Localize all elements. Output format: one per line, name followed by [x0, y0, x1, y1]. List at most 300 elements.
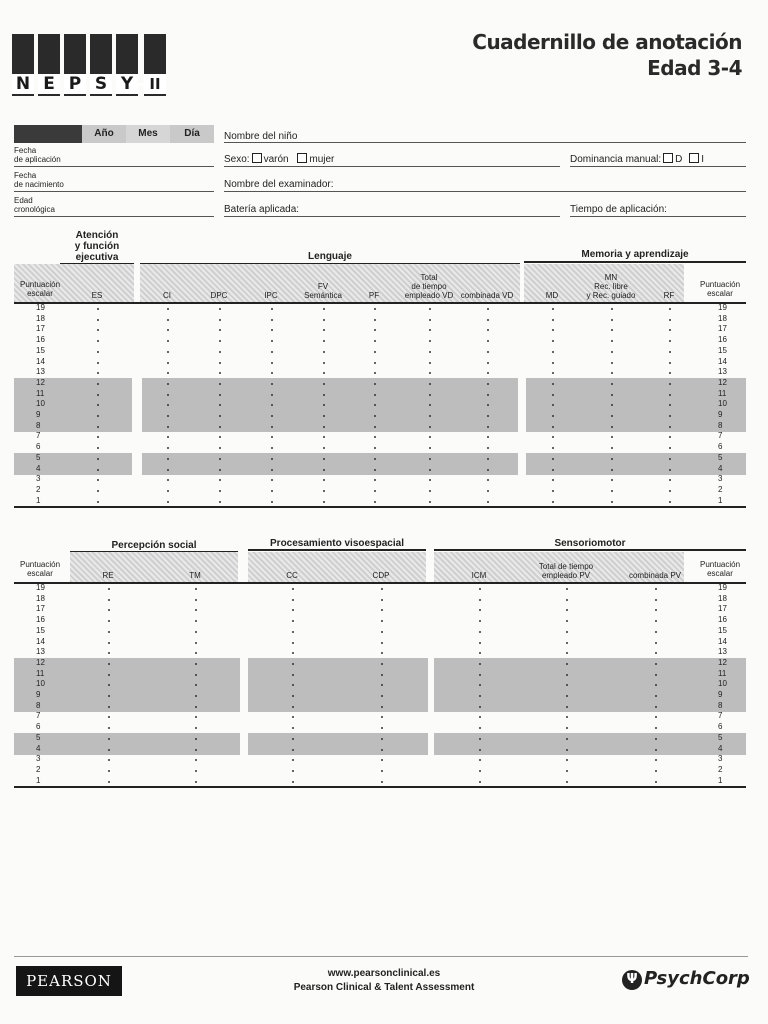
score-dot[interactable]: [195, 727, 197, 729]
score-dot[interactable]: [374, 426, 376, 428]
score-dot[interactable]: [97, 351, 99, 353]
score-dot[interactable]: [669, 383, 671, 385]
score-dot[interactable]: [566, 620, 568, 622]
score-dot[interactable]: [195, 781, 197, 783]
score-dot[interactable]: [479, 759, 481, 761]
score-dot[interactable]: [611, 501, 613, 503]
score-dot[interactable]: [167, 490, 169, 492]
score-dot[interactable]: [195, 588, 197, 590]
score-dot[interactable]: [374, 501, 376, 503]
score-dot[interactable]: [381, 749, 383, 751]
score-dot[interactable]: [292, 663, 294, 665]
score-dot[interactable]: [271, 383, 273, 385]
score-dot[interactable]: [669, 469, 671, 471]
score-dot[interactable]: [611, 447, 613, 449]
score-dot[interactable]: [219, 394, 221, 396]
score-dot[interactable]: [611, 479, 613, 481]
score-dot[interactable]: [429, 362, 431, 364]
score-dot[interactable]: [669, 319, 671, 321]
score-dot[interactable]: [195, 738, 197, 740]
score-dot[interactable]: [271, 447, 273, 449]
score-dot[interactable]: [97, 490, 99, 492]
score-dot[interactable]: [219, 319, 221, 321]
score-dot[interactable]: [552, 319, 554, 321]
score-dot[interactable]: [374, 469, 376, 471]
score-dot[interactable]: [479, 609, 481, 611]
score-dot[interactable]: [374, 458, 376, 460]
score-dot[interactable]: [292, 727, 294, 729]
score-dot[interactable]: [611, 394, 613, 396]
score-dot[interactable]: [219, 372, 221, 374]
score-dot[interactable]: [97, 501, 99, 503]
score-dot[interactable]: [219, 415, 221, 417]
score-dot[interactable]: [167, 426, 169, 428]
score-dot[interactable]: [655, 652, 657, 654]
score-dot[interactable]: [566, 599, 568, 601]
score-dot[interactable]: [108, 749, 110, 751]
score-dot[interactable]: [655, 781, 657, 783]
score-dot[interactable]: [381, 609, 383, 611]
score-dot[interactable]: [669, 490, 671, 492]
score-dot[interactable]: [374, 372, 376, 374]
score-dot[interactable]: [323, 351, 325, 353]
score-dot[interactable]: [669, 372, 671, 374]
score-dot[interactable]: [292, 781, 294, 783]
score-dot[interactable]: [167, 351, 169, 353]
score-dot[interactable]: [271, 372, 273, 374]
score-dot[interactable]: [323, 394, 325, 396]
score-dot[interactable]: [374, 394, 376, 396]
score-dot[interactable]: [552, 362, 554, 364]
score-dot[interactable]: [487, 340, 489, 342]
score-dot[interactable]: [487, 394, 489, 396]
score-dot[interactable]: [487, 319, 489, 321]
score-dot[interactable]: [323, 340, 325, 342]
score-dot[interactable]: [195, 695, 197, 697]
score-dot[interactable]: [292, 631, 294, 633]
score-dot[interactable]: [381, 631, 383, 633]
score-dot[interactable]: [552, 458, 554, 460]
score-dot[interactable]: [167, 469, 169, 471]
score-dot[interactable]: [167, 479, 169, 481]
score-dot[interactable]: [487, 415, 489, 417]
score-dot[interactable]: [429, 372, 431, 374]
score-dot[interactable]: [167, 501, 169, 503]
score-dot[interactable]: [655, 706, 657, 708]
score-dot[interactable]: [97, 426, 99, 428]
score-dot[interactable]: [552, 479, 554, 481]
score-dot[interactable]: [108, 727, 110, 729]
score-dot[interactable]: [97, 372, 99, 374]
score-dot[interactable]: [669, 501, 671, 503]
score-dot[interactable]: [271, 319, 273, 321]
score-dot[interactable]: [374, 308, 376, 310]
score-dot[interactable]: [566, 663, 568, 665]
score-dot[interactable]: [611, 372, 613, 374]
score-dot[interactable]: [97, 319, 99, 321]
score-dot[interactable]: [167, 340, 169, 342]
score-dot[interactable]: [655, 674, 657, 676]
score-dot[interactable]: [108, 781, 110, 783]
score-dot[interactable]: [271, 394, 273, 396]
score-dot[interactable]: [108, 652, 110, 654]
score-dot[interactable]: [487, 426, 489, 428]
score-dot[interactable]: [566, 631, 568, 633]
score-dot[interactable]: [167, 372, 169, 374]
score-dot[interactable]: [323, 447, 325, 449]
score-dot[interactable]: [219, 490, 221, 492]
score-dot[interactable]: [669, 447, 671, 449]
score-dot[interactable]: [271, 426, 273, 428]
score-dot[interactable]: [552, 372, 554, 374]
score-dot[interactable]: [479, 588, 481, 590]
score-dot[interactable]: [108, 738, 110, 740]
score-dot[interactable]: [655, 588, 657, 590]
score-dot[interactable]: [271, 415, 273, 417]
score-dot[interactable]: [195, 706, 197, 708]
score-dot[interactable]: [219, 340, 221, 342]
score-dot[interactable]: [219, 479, 221, 481]
score-dot[interactable]: [167, 319, 169, 321]
score-dot[interactable]: [219, 469, 221, 471]
score-dot[interactable]: [271, 329, 273, 331]
score-dot[interactable]: [195, 749, 197, 751]
score-dot[interactable]: [323, 479, 325, 481]
score-dot[interactable]: [108, 759, 110, 761]
score-dot[interactable]: [292, 716, 294, 718]
male-checkbox[interactable]: [252, 153, 262, 163]
score-dot[interactable]: [167, 362, 169, 364]
score-dot[interactable]: [611, 329, 613, 331]
score-dot[interactable]: [271, 362, 273, 364]
score-dot[interactable]: [108, 599, 110, 601]
score-dot[interactable]: [271, 458, 273, 460]
score-dot[interactable]: [195, 599, 197, 601]
score-dot[interactable]: [292, 759, 294, 761]
score-dot[interactable]: [655, 599, 657, 601]
score-dot[interactable]: [552, 351, 554, 353]
score-dot[interactable]: [669, 329, 671, 331]
score-dot[interactable]: [479, 749, 481, 751]
score-dot[interactable]: [655, 759, 657, 761]
score-dot[interactable]: [566, 749, 568, 751]
score-dot[interactable]: [611, 426, 613, 428]
score-dot[interactable]: [97, 308, 99, 310]
score-dot[interactable]: [552, 436, 554, 438]
score-dot[interactable]: [323, 415, 325, 417]
score-dot[interactable]: [167, 415, 169, 417]
score-dot[interactable]: [429, 458, 431, 460]
score-dot[interactable]: [97, 329, 99, 331]
score-dot[interactable]: [374, 447, 376, 449]
score-dot[interactable]: [381, 599, 383, 601]
score-dot[interactable]: [479, 706, 481, 708]
score-dot[interactable]: [669, 436, 671, 438]
score-dot[interactable]: [429, 426, 431, 428]
score-dot[interactable]: [97, 383, 99, 385]
score-dot[interactable]: [108, 609, 110, 611]
score-dot[interactable]: [323, 501, 325, 503]
score-dot[interactable]: [655, 631, 657, 633]
score-dot[interactable]: [429, 351, 431, 353]
score-dot[interactable]: [487, 458, 489, 460]
score-dot[interactable]: [219, 426, 221, 428]
score-dot[interactable]: [97, 436, 99, 438]
battery-field[interactable]: Batería aplicada:: [224, 204, 300, 215]
score-dot[interactable]: [611, 415, 613, 417]
score-dot[interactable]: [292, 738, 294, 740]
score-dot[interactable]: [195, 620, 197, 622]
score-dot[interactable]: [655, 663, 657, 665]
score-dot[interactable]: [292, 609, 294, 611]
score-dot[interactable]: [479, 663, 481, 665]
score-dot[interactable]: [97, 447, 99, 449]
score-dot[interactable]: [381, 588, 383, 590]
score-dot[interactable]: [487, 383, 489, 385]
score-dot[interactable]: [669, 308, 671, 310]
score-dot[interactable]: [167, 329, 169, 331]
score-dot[interactable]: [429, 319, 431, 321]
score-dot[interactable]: [429, 329, 431, 331]
score-dot[interactable]: [381, 695, 383, 697]
score-dot[interactable]: [487, 362, 489, 364]
score-dot[interactable]: [271, 479, 273, 481]
score-dot[interactable]: [374, 340, 376, 342]
score-dot[interactable]: [429, 383, 431, 385]
score-dot[interactable]: [323, 329, 325, 331]
score-dot[interactable]: [374, 479, 376, 481]
score-dot[interactable]: [195, 642, 197, 644]
score-dot[interactable]: [655, 716, 657, 718]
score-dot[interactable]: [195, 652, 197, 654]
score-dot[interactable]: [97, 469, 99, 471]
score-dot[interactable]: [97, 479, 99, 481]
score-dot[interactable]: [167, 436, 169, 438]
score-dot[interactable]: [566, 652, 568, 654]
score-dot[interactable]: [566, 588, 568, 590]
score-dot[interactable]: [669, 394, 671, 396]
score-dot[interactable]: [271, 351, 273, 353]
score-dot[interactable]: [429, 447, 431, 449]
score-dot[interactable]: [552, 469, 554, 471]
score-dot[interactable]: [655, 727, 657, 729]
score-dot[interactable]: [195, 609, 197, 611]
score-dot[interactable]: [381, 759, 383, 761]
score-dot[interactable]: [429, 490, 431, 492]
score-dot[interactable]: [323, 319, 325, 321]
score-dot[interactable]: [429, 469, 431, 471]
score-dot[interactable]: [292, 674, 294, 676]
score-dot[interactable]: [219, 501, 221, 503]
score-dot[interactable]: [219, 351, 221, 353]
score-dot[interactable]: [219, 458, 221, 460]
score-dot[interactable]: [655, 770, 657, 772]
score-dot[interactable]: [566, 706, 568, 708]
score-dot[interactable]: [271, 469, 273, 471]
score-dot[interactable]: [611, 340, 613, 342]
score-dot[interactable]: [219, 308, 221, 310]
score-dot[interactable]: [479, 695, 481, 697]
score-dot[interactable]: [97, 394, 99, 396]
score-dot[interactable]: [429, 436, 431, 438]
score-dot[interactable]: [108, 642, 110, 644]
score-dot[interactable]: [292, 620, 294, 622]
score-dot[interactable]: [479, 620, 481, 622]
score-dot[interactable]: [219, 436, 221, 438]
score-dot[interactable]: [655, 749, 657, 751]
score-dot[interactable]: [381, 663, 383, 665]
score-dot[interactable]: [479, 738, 481, 740]
score-dot[interactable]: [381, 674, 383, 676]
score-dot[interactable]: [479, 770, 481, 772]
score-dot[interactable]: [552, 308, 554, 310]
score-dot[interactable]: [219, 362, 221, 364]
score-dot[interactable]: [611, 458, 613, 460]
score-dot[interactable]: [292, 652, 294, 654]
score-dot[interactable]: [374, 490, 376, 492]
score-dot[interactable]: [323, 383, 325, 385]
score-dot[interactable]: [108, 663, 110, 665]
score-dot[interactable]: [381, 727, 383, 729]
score-dot[interactable]: [655, 642, 657, 644]
score-dot[interactable]: [271, 340, 273, 342]
score-dot[interactable]: [271, 436, 273, 438]
score-dot[interactable]: [167, 308, 169, 310]
score-dot[interactable]: [429, 479, 431, 481]
score-dot[interactable]: [479, 674, 481, 676]
score-dot[interactable]: [292, 706, 294, 708]
score-dot[interactable]: [374, 415, 376, 417]
score-dot[interactable]: [479, 781, 481, 783]
score-dot[interactable]: [271, 308, 273, 310]
score-dot[interactable]: [195, 631, 197, 633]
score-dot[interactable]: [552, 426, 554, 428]
score-dot[interactable]: [374, 383, 376, 385]
score-dot[interactable]: [167, 383, 169, 385]
score-dot[interactable]: [195, 674, 197, 676]
score-dot[interactable]: [108, 770, 110, 772]
score-dot[interactable]: [479, 631, 481, 633]
score-dot[interactable]: [566, 727, 568, 729]
score-dot[interactable]: [552, 415, 554, 417]
score-dot[interactable]: [323, 458, 325, 460]
score-dot[interactable]: [479, 642, 481, 644]
score-dot[interactable]: [429, 501, 431, 503]
score-dot[interactable]: [479, 599, 481, 601]
score-dot[interactable]: [487, 329, 489, 331]
score-dot[interactable]: [374, 362, 376, 364]
score-dot[interactable]: [611, 436, 613, 438]
score-dot[interactable]: [479, 716, 481, 718]
score-dot[interactable]: [669, 415, 671, 417]
score-dot[interactable]: [374, 319, 376, 321]
score-dot[interactable]: [566, 642, 568, 644]
score-dot[interactable]: [487, 501, 489, 503]
score-dot[interactable]: [97, 340, 99, 342]
score-dot[interactable]: [108, 620, 110, 622]
score-dot[interactable]: [381, 738, 383, 740]
score-dot[interactable]: [566, 738, 568, 740]
score-dot[interactable]: [108, 588, 110, 590]
score-dot[interactable]: [655, 695, 657, 697]
score-dot[interactable]: [487, 436, 489, 438]
score-dot[interactable]: [167, 458, 169, 460]
score-dot[interactable]: [552, 394, 554, 396]
score-dot[interactable]: [552, 329, 554, 331]
score-dot[interactable]: [381, 781, 383, 783]
score-dot[interactable]: [108, 674, 110, 676]
score-dot[interactable]: [292, 749, 294, 751]
score-dot[interactable]: [566, 770, 568, 772]
score-dot[interactable]: [487, 351, 489, 353]
score-dot[interactable]: [381, 706, 383, 708]
score-dot[interactable]: [487, 447, 489, 449]
score-dot[interactable]: [566, 674, 568, 676]
score-dot[interactable]: [381, 770, 383, 772]
score-dot[interactable]: [487, 490, 489, 492]
score-dot[interactable]: [479, 727, 481, 729]
score-dot[interactable]: [487, 372, 489, 374]
left-hand-checkbox[interactable]: [689, 153, 699, 163]
score-dot[interactable]: [374, 351, 376, 353]
score-dot[interactable]: [195, 663, 197, 665]
score-dot[interactable]: [429, 340, 431, 342]
score-dot[interactable]: [323, 362, 325, 364]
score-dot[interactable]: [655, 620, 657, 622]
score-dot[interactable]: [195, 716, 197, 718]
score-dot[interactable]: [487, 469, 489, 471]
score-dot[interactable]: [552, 501, 554, 503]
score-dot[interactable]: [97, 415, 99, 417]
score-dot[interactable]: [292, 588, 294, 590]
score-dot[interactable]: [323, 436, 325, 438]
score-dot[interactable]: [611, 308, 613, 310]
score-dot[interactable]: [566, 781, 568, 783]
score-dot[interactable]: [219, 329, 221, 331]
score-dot[interactable]: [429, 394, 431, 396]
female-checkbox[interactable]: [297, 153, 307, 163]
score-dot[interactable]: [323, 426, 325, 428]
time-field[interactable]: Tiempo de aplicación:: [570, 204, 667, 215]
score-dot[interactable]: [552, 447, 554, 449]
score-dot[interactable]: [566, 716, 568, 718]
score-dot[interactable]: [566, 759, 568, 761]
score-dot[interactable]: [292, 695, 294, 697]
score-dot[interactable]: [611, 469, 613, 471]
score-dot[interactable]: [108, 716, 110, 718]
score-dot[interactable]: [323, 372, 325, 374]
child-name-field[interactable]: Nombre del niño: [224, 131, 298, 142]
score-dot[interactable]: [381, 642, 383, 644]
score-dot[interactable]: [611, 319, 613, 321]
score-dot[interactable]: [108, 631, 110, 633]
score-dot[interactable]: [487, 479, 489, 481]
score-dot[interactable]: [108, 695, 110, 697]
score-dot[interactable]: [292, 599, 294, 601]
score-dot[interactable]: [374, 436, 376, 438]
score-dot[interactable]: [611, 490, 613, 492]
score-dot[interactable]: [374, 329, 376, 331]
score-dot[interactable]: [655, 609, 657, 611]
score-dot[interactable]: [195, 759, 197, 761]
right-hand-checkbox[interactable]: [663, 153, 673, 163]
score-dot[interactable]: [669, 479, 671, 481]
score-dot[interactable]: [323, 308, 325, 310]
score-dot[interactable]: [219, 383, 221, 385]
score-dot[interactable]: [669, 340, 671, 342]
score-dot[interactable]: [669, 351, 671, 353]
score-dot[interactable]: [108, 706, 110, 708]
